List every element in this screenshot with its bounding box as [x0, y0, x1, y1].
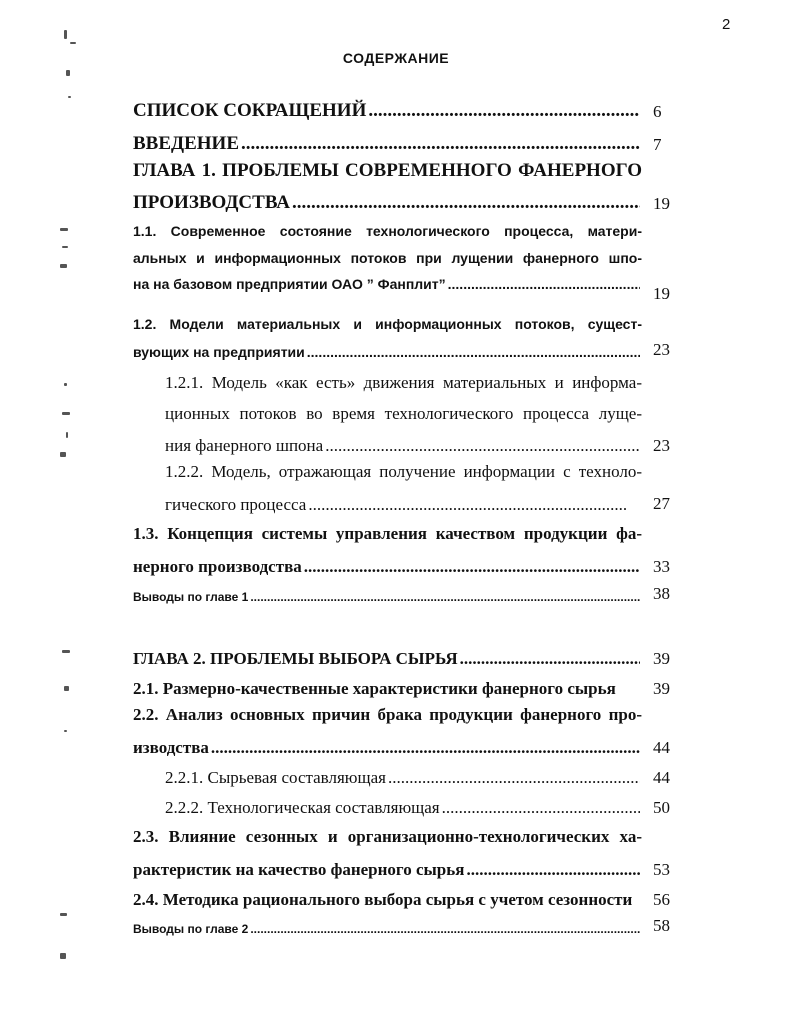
scan-speck [64, 686, 69, 691]
dot-leader [211, 738, 640, 758]
toc-entry-abbreviations[interactable] [133, 96, 662, 122]
dot-leader [460, 649, 640, 669]
toc-entry-1-1-line1[interactable]: 1.1. Современное состояние технологического процесса, матери- [133, 223, 642, 239]
toc-entry-text: Выводы по главе 1 [133, 590, 249, 604]
toc-page-number: 58 [653, 916, 670, 935]
toc-entry-1-2-1[interactable] [165, 432, 670, 456]
toc-entry-text: 2.2.1. Сырьевая составляющая [165, 768, 386, 787]
toc-entry-text: нерного производства [133, 557, 302, 576]
toc-entry-chapter1-line1[interactable]: ГЛАВА 1. ПРОБЛЕМЫ СОВРЕМЕННОГО ФАНЕРНОГО [133, 160, 642, 181]
toc-entry-text: 2.1. Размерно-качественные характеристики фанерного сырья [133, 679, 616, 698]
toc-page-number: 27 [653, 494, 670, 513]
dot-leader [304, 557, 640, 577]
scan-speck [60, 953, 66, 959]
scan-speck [64, 383, 67, 386]
scan-speck [60, 452, 66, 457]
dot-leader [466, 860, 640, 880]
scan-speck [66, 70, 70, 76]
toc-entry-conclusions-2[interactable] [133, 916, 670, 936]
toc-page-number: 23 [653, 436, 670, 455]
toc-entry-2-3-line1[interactable]: 2.3. Влияние сезонных и организационно-технологических ха- [133, 827, 642, 846]
dot-leader [250, 922, 640, 936]
toc-entry-1-3-line1[interactable]: 1.3. Концепция системы управления качеством продукции фа- [133, 524, 642, 543]
toc-page-number: 44 [653, 768, 670, 787]
toc-entry-2-2-2[interactable] [165, 794, 670, 818]
toc-entry-2-1[interactable] [133, 675, 670, 699]
toc-entry-text: ВВЕДЕНИЕ [133, 133, 239, 154]
scan-speck [66, 432, 68, 438]
toc-entry-text: рактеристик на качество фанерного сырья [133, 860, 465, 879]
toc-page-number: 39 [653, 649, 670, 668]
page-title: СОДЕРЖАНИЕ [342, 50, 450, 66]
dot-leader [308, 495, 628, 515]
scan-speck [62, 650, 70, 653]
dot-leader [388, 768, 640, 788]
toc-entry-1-3[interactable] [133, 553, 670, 577]
toc-entry-introduction[interactable] [133, 129, 662, 155]
dot-leader [250, 590, 640, 604]
toc-entry-1-2-2[interactable] [165, 491, 630, 515]
scan-speck [60, 264, 67, 268]
scan-speck [64, 30, 67, 39]
toc-entry-chapter2[interactable] [133, 645, 670, 669]
toc-entry-1-2[interactable] [133, 340, 670, 360]
toc-entry-2-3[interactable] [133, 856, 670, 880]
scan-speck [70, 42, 76, 44]
toc-page-number: 19 [653, 284, 670, 303]
toc-entry-1-2-line1[interactable]: 1.2. Модели материальных и информационных потоков, сущест- [133, 316, 642, 332]
toc-page-number: 23 [653, 340, 670, 359]
page-number: 2 [722, 16, 731, 33]
dot-leader [368, 100, 640, 122]
scan-speck [62, 412, 70, 415]
dot-leader [241, 133, 640, 155]
dot-leader [448, 276, 640, 292]
toc-page-number: 7 [653, 135, 662, 154]
scan-speck [64, 730, 67, 732]
toc-entry-text: 2.2.2. Технологическая составляющая [165, 798, 440, 817]
toc-entry-chapter1[interactable] [133, 188, 670, 214]
scan-speck [68, 96, 71, 98]
toc-entry-1-2-2-line1[interactable]: 1.2.2. Модель, отражающая получение информации с техноло- [165, 462, 642, 481]
dot-leader [307, 344, 640, 360]
toc-entry-2-2-line1[interactable]: 2.2. Анализ основных причин брака продукции фанерного про- [133, 705, 642, 724]
toc-entry-text: 2.4. Методика рационального выбора сырья с учетом сезонности [133, 890, 633, 909]
toc-entry-1-1-line2[interactable]: альных и информационных потоков при лущении фанерного шпо- [133, 250, 642, 266]
dot-leader [442, 798, 640, 818]
dot-leader [325, 436, 640, 456]
toc-page-number: 53 [653, 860, 670, 879]
dot-leader [292, 192, 640, 214]
toc-entry-text: изводства [133, 738, 209, 757]
toc-page-number: 33 [653, 557, 670, 576]
toc-entry-text: ГЛАВА 2. ПРОБЛЕМЫ ВЫБОРА СЫРЬЯ [133, 649, 458, 668]
toc-page-number: 50 [653, 798, 670, 817]
toc-entry-text: вующих на предприятии [133, 344, 305, 360]
toc-entry-text: ПРОИЗВОДСТВА [133, 192, 291, 213]
toc-entry-2-4[interactable] [133, 886, 670, 910]
toc-entry-1-2-1-line2[interactable]: ционных потоков во время технологического процесса луще- [165, 404, 642, 423]
toc-entry-1-1[interactable] [133, 272, 642, 292]
toc-page-number: 38 [653, 584, 670, 603]
toc-page-number: 19 [653, 194, 670, 213]
toc-page-number: 44 [653, 738, 670, 757]
scan-speck [60, 228, 68, 231]
toc-entry-text: ния фанерного шпона [165, 436, 324, 455]
toc-entry-text: на на базовом предприятии ОАО ” Фанплит” [133, 276, 446, 292]
toc-page-number: 56 [653, 890, 670, 909]
toc-entry-conclusions-1[interactable] [133, 584, 670, 604]
toc-entry-text: Выводы по главе 2 [133, 922, 249, 936]
toc-entry-text: гического процесса [165, 495, 307, 514]
toc-page-number: 6 [653, 102, 662, 121]
toc-entry-1-2-1-line1[interactable]: 1.2.1. Модель «как есть» движения материальных и информа- [165, 373, 642, 392]
toc-page-number: 39 [653, 679, 670, 698]
scan-speck [60, 913, 67, 916]
scan-speck [62, 246, 68, 248]
toc-entry-2-2[interactable] [133, 734, 670, 758]
toc-entry-text: СПИСОК СОКРАЩЕНИЙ [133, 100, 367, 121]
toc-entry-2-2-1[interactable] [165, 764, 670, 788]
